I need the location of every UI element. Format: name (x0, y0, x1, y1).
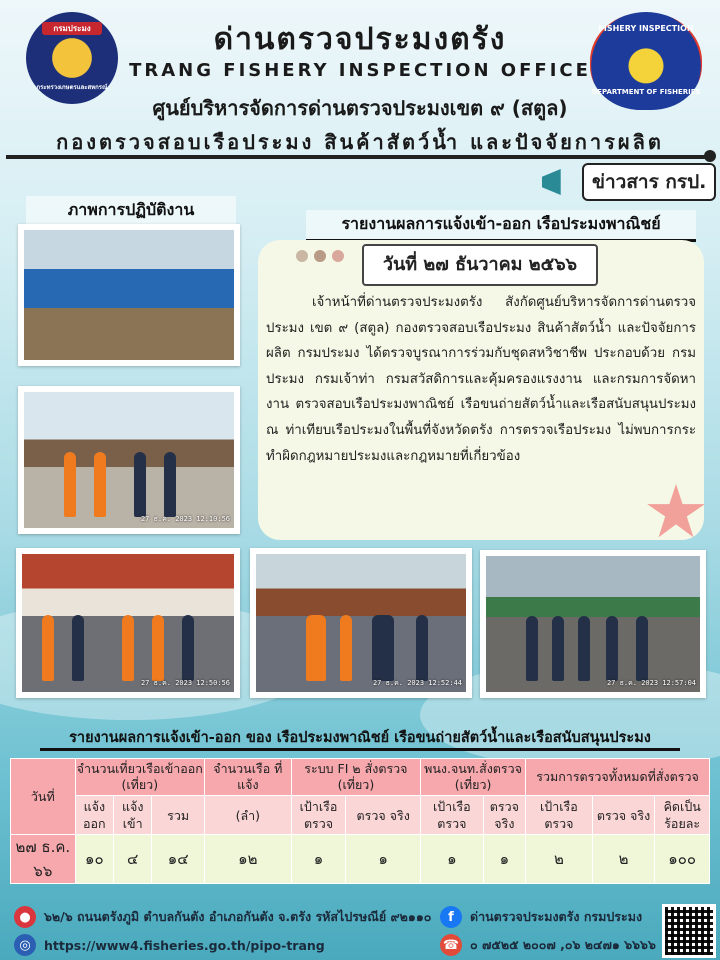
group-header: จำนวนเที่ยวเรือเข้าออก (เที่ยว) (75, 759, 204, 796)
report-date: วันที่ ๒๗ ธันวาคม ๒๕๖๖ (362, 244, 598, 286)
sub-header: ตรวจ จริง (592, 796, 655, 835)
photo-timestamp: 27 ธ.ค. 2023 12:57:04 (606, 679, 696, 687)
table-cell: ๑๔ (152, 835, 205, 884)
facebook-text: ด่านตรวจประมงตรัง กรมประมง (470, 909, 643, 924)
footer-website[interactable] (14, 934, 325, 956)
group-header: จำนวนเรือ ที่แจ้ง (204, 759, 291, 796)
photo-timestamp: 27 ธ.ค. 2023 12:10:56 (140, 515, 230, 523)
subtitle-center: ศูนย์บริหารจัดการด่านตรวจประมงเขต ๙ (สตูล) (152, 96, 568, 120)
sub-header: แจ้ง ออก (75, 796, 113, 835)
col-date-header: วันที่ (11, 759, 76, 835)
footer-address (14, 906, 431, 928)
table-cell: ๑๐ (75, 835, 113, 884)
table-cell: ๑ (291, 835, 346, 884)
header-divider (6, 155, 714, 159)
table-row (11, 835, 710, 884)
operations-label: ภาพการปฏิบัติงาน (26, 196, 236, 228)
logo-left-sublabel: กระทรวงเกษตรและสหกรณ์ (36, 84, 108, 91)
sub-header: เป้าเรือ ตรวจ (291, 796, 346, 835)
qr-code[interactable] (662, 904, 716, 958)
table-title-underline (40, 748, 680, 751)
report-body: เจ้าหน้าที่ด่านตรวจประมงตรัง สังกัดศูนย์บริหารจัดการด่านตรวจประมง เขต ๙ (สตูล) กองตรวจสอบเรือประมง สินค้าสัตว์น้ำ และปัจจัยการผลิต กรมประมง ได้ตรวจบูรณาการร่วมกับชุดสหวิชาชีพ ประกอบด้วย กรมประมง กรมเจ้าท่า กรมสวัสดิการและคุ้มครองแรงงาน และกรมการจัดหางาน ตรวจสอบเรือประมงพาณิชย์ เรือขนถ่ายสัตว์น้ำและเรือสนับสนุนประมง ณ ท่าเทียบเรือประมงในพื้นที่จังหวัดตรัง การตรวจเรือประมง ไม่พบการกระทำผิดกฎหมายประมงและกฎหมายที่เกี่ยวข้อง (266, 295, 696, 464)
table-title: รายงานผลการแจ้งเข้า-ออก ของ เรือประมงพาณิชย์ เรือขนถ่ายสัตว์น้ำและเรือสนับสนุนประมง (69, 730, 651, 746)
table-cell: ๑ (421, 835, 484, 884)
phone-text: ๐ ๗๕๒๕ ๒๐๐๗ ,๐๖ ๒๔๗๑ ๖๖๖๖ (470, 937, 656, 952)
page-title: ด่านตรวจประมงตรัง (213, 22, 507, 57)
table-cell: ๑ (483, 835, 525, 884)
decorative-dots (296, 250, 344, 262)
phone-icon: ☎ (440, 934, 462, 956)
sub-header: ตรวจ จริง (483, 796, 525, 835)
page-title-en: TRANG FISHERY INSPECTION OFFICE (129, 60, 591, 81)
sub-header: ตรวจ จริง (346, 796, 421, 835)
photo-team-interview (16, 548, 240, 698)
report-table (10, 758, 710, 884)
table-cell: ๒ (592, 835, 655, 884)
sub-header: เป้าเรือ ตรวจ (421, 796, 484, 835)
photo-timestamp: 27 ธ.ค. 2023 12:52:44 (372, 679, 462, 687)
facebook-icon: f (440, 906, 462, 928)
news-badge (542, 166, 716, 198)
news-label: ข่าวสาร กรป. (582, 163, 716, 201)
sub-header: เป้าเรือ ตรวจ (526, 796, 593, 835)
header-divider-dot (704, 150, 716, 162)
row-date: ๒๗ ธ.ค. ๖๖ (11, 835, 76, 884)
photo-lineup (480, 550, 706, 698)
table-cell: ๒ (526, 835, 593, 884)
sub-header: คิดเป็น ร้อยละ (655, 796, 710, 835)
footer-facebook[interactable] (440, 906, 642, 928)
location-pin-icon: ● (14, 906, 36, 928)
megaphone-icon (542, 169, 576, 195)
address-text: ๖๒/๖ ถนนตรังภูมิ ตำบลกันตัง อำเภอกันตัง จ.ตรัง รหัสไปรษณีย์ ๙๒๑๑๐ (44, 909, 432, 924)
group-header: ระบบ FI ๒ สั่งตรวจ (เที่ยว) (291, 759, 420, 796)
logo-right-label: FISHERY INSPECTION (598, 24, 694, 33)
footer-phone (440, 934, 656, 956)
table-cell: ๔ (114, 835, 152, 884)
table-cell: ๑๒ (204, 835, 291, 884)
table-cell: ๑๐๐ (655, 835, 710, 884)
report-label: รายงานผลการแจ้งเข้า-ออก เรือประมงพาณิชย์ (306, 210, 696, 242)
website-text: https://www4.fisheries.go.th/pipo-trang (44, 937, 325, 953)
globe-icon: ◎ (14, 934, 36, 956)
logo-right-sublabel: DEPARTMENT OF FISHERIES (591, 88, 701, 96)
photo-crew-inspection (18, 386, 240, 534)
sub-header: แจ้ง เข้า (114, 796, 152, 835)
group-header: พนง.จนท.สั่งตรวจ (เที่ยว) (421, 759, 526, 796)
photo-timestamp: 27 ธ.ค. 2023 12:50:56 (140, 679, 230, 687)
group-header: รวมการตรวจทั้งหมดที่สั่งตรวจ (526, 759, 710, 796)
subtitle-division: กองตรวจสอบเรือประมง สินค้าสัตว์น้ำ และปัจจัยการผลิต (56, 130, 664, 154)
table-cell: ๑ (346, 835, 421, 884)
photo-boat-dock (18, 224, 240, 366)
logo-left-label: กรมประมง (42, 22, 102, 35)
sub-header: รวม (152, 796, 205, 835)
photo-officers-crew (250, 548, 472, 698)
sub-header: (ลำ) (204, 796, 291, 835)
